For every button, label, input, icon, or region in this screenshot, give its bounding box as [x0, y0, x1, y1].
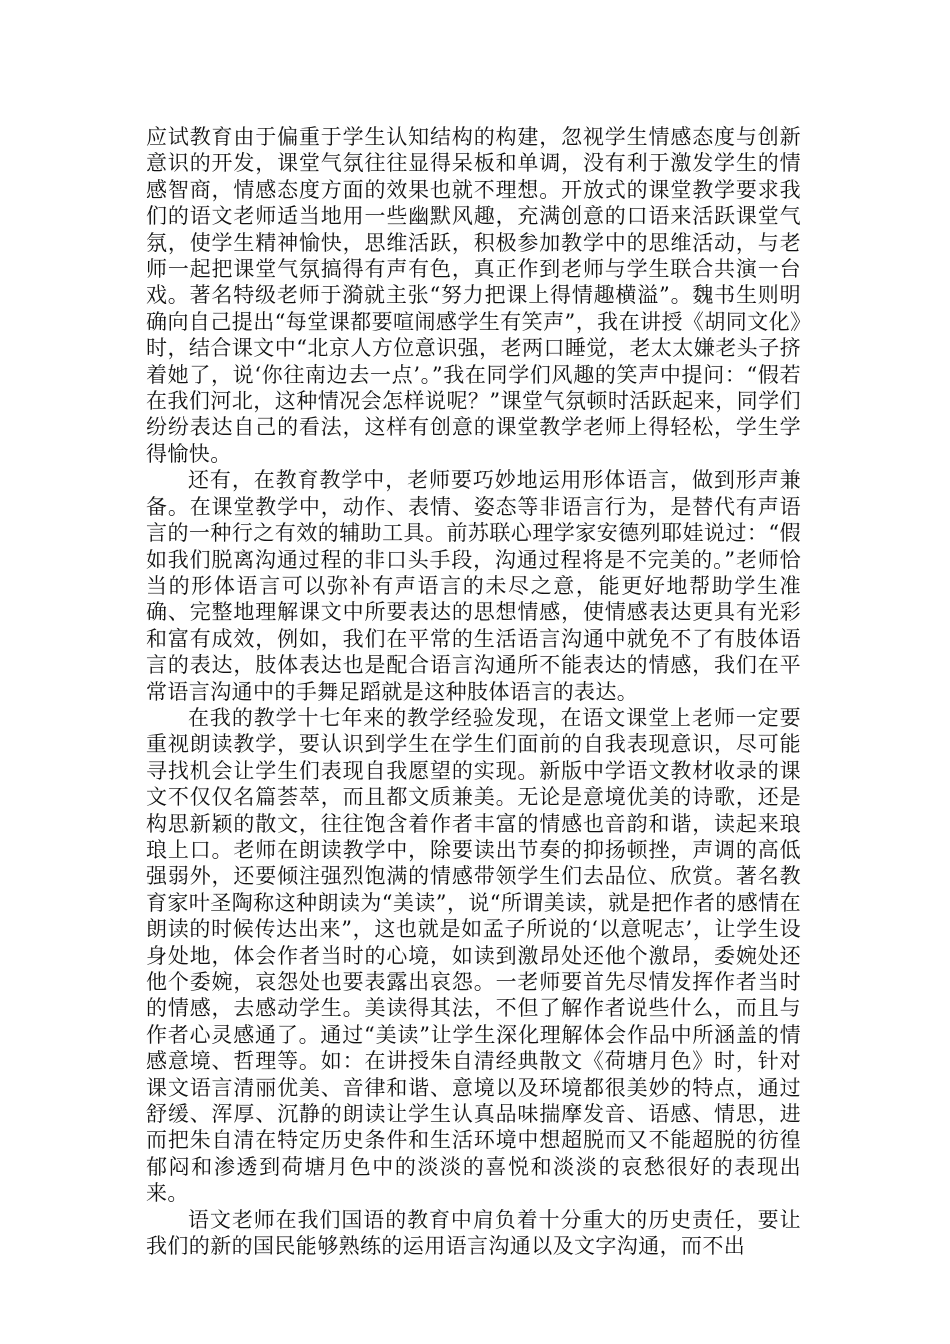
paragraph: 还有，在教育教学中，老师要巧妙地运用形体语言，做到形声兼备。在课堂教学中，动作、表情、姿态等非语言行为，是替代有声语言的一种行之有效的辅助工具。前苏联心理学家安德列耶娃说过：“假如我们脱离沟通过程的非口头手段，沟通过程将是不完美的。”老师恰当的形体语言可以弥补有声语言的未尽之意，能更好地帮助学生准确、完整地理解课文中所要表达的思想情感，使情感表达更具有光彩和富有成效，例如，我们在平常的生活语言沟通中就免不了有肢体语言的表达，肢体表达也是配合语言沟通所不能表达的情感，我们在平常语言沟通中的手舞足蹈就是这种肢体语言的表达。	[146, 468, 801, 704]
paragraph: 应试教育由于偏重于学生认知结构的构建，忽视学生情感态度与创新意识的开发，课堂气氛往往显得呆板和单调，没有利于激发学生的情感智商，情感态度方面的效果也就不理想。开放式的课堂教学要求我们的语文老师适当地用一些幽默风趣，充满创意的口语来活跃课堂气氛，使学生精神愉快，思维活跃，积极参加教学中的思维活动，与老师一起把课堂气氛搞得有声有色，真正作到老师与学生联合共演一台戏。著名特级老师于漪就主张“努力把课上得情趣横溢”。魏书生则明确向自己提出“每堂课都要喧闹感学生有笑声”，我在讲授《胡同文化》时，结合课文中“北京人方位意识强，老两口睡觉，老太太嫌老头子挤着她了，说‘你往南边去一点’。”我在同学们风趣的笑声中提问：“假若在我们河北，这种情况会怎样说呢？”课堂气氛顿时活跃起来，同学们纷纷表达自己的看法，这样有创意的课堂教学老师上得轻松，学生学得愉快。	[146, 125, 801, 466]
paragraph: 语文老师在我们国语的教育中肩负着十分重大的历史责任，要让我们的新的国民能够熟练的运用语言沟通以及文字沟通，而不出	[146, 1207, 801, 1259]
document-body	[146, 124, 801, 1259]
paragraph: 在我的教学十七年来的教学经验发现，在语文课堂上老师一定要重视朗读教学，要认识到学生在学生们面前的自我表现意识，尽可能寻找机会让学生们表现自我愿望的实现。新版中学语文教材收录的课文不仅仅名篇荟萃，而且都文质兼美。无论是意境优美的诗歌，还是构思新颖的散文，往往饱含着作者丰富的情感也音韵和谐，读起来琅琅上口。老师在朗读教学中，除要读出节奏的抑扬顿挫，声调的高低强弱外，还要倾注强烈饱满的情感带领学生们去品位、欣赏。著名教育家叶圣陶称这种朗读为“美读”，说“所谓美读，就是把作者的感情在朗读的时候传达出来”，这也就是如孟子所说的‘以意呢志’，让学生设身处地，体会作者当时的心境，如读到激昂处还他个激昂，委婉处还他个委婉，哀怨处也要表露出哀怨。一老师要首先尽情发挥作者当时的情感，去感动学生。美读得其法，不但了解作者说些什么，而且与作者心灵感通了。通过“美读”让学生深化理解体会作品中所涵盖的情感意境、哲理等。如：在讲授朱自清经典散文《荷塘月色》时，针对课文语言清丽优美、音律和谐、意境以及环境都很美妙的特点，通过舒缓、浑厚、沉静的朗读让学生认真品味揣摩发音、语感、情思，进而把朱自清在特定历史条件和生活环境中想超脱而又不能超脱的彷徨郁闷和渗透到荷塘月色中的淡淡的喜悦和淡淡的哀愁很好的表现出来。	[146, 705, 801, 1206]
